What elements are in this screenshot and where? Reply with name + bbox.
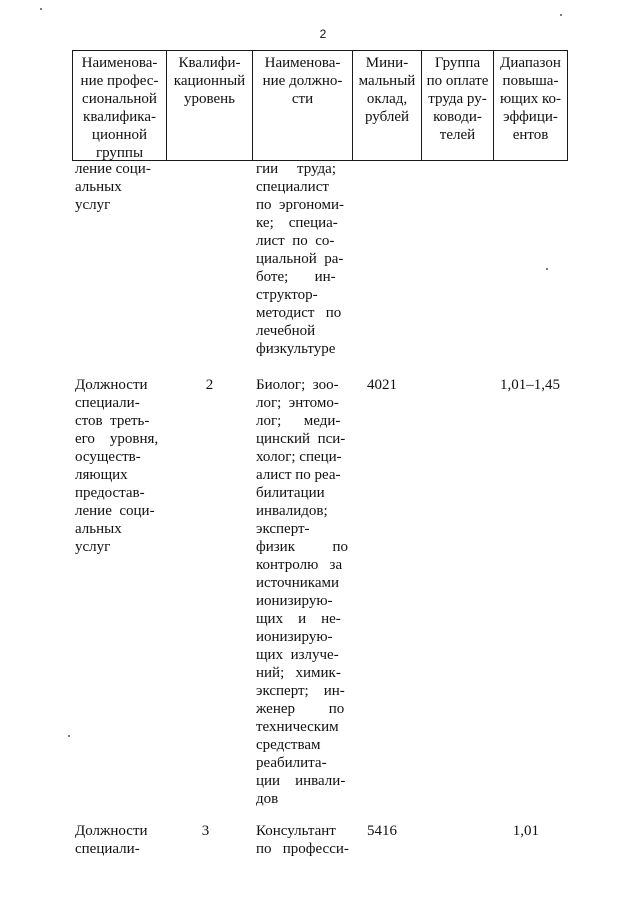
scan-speck (560, 14, 562, 16)
header-position-name: Наименова- ние должно- сти (262, 55, 343, 107)
cell-group: Должности специали- стов треть- его уровня, осуществ- ляющих предостав- ление соци- альных услуг (75, 377, 159, 555)
cell-positions: гии труда; специалист по эргономи- ке; специа- лист по со- циальной ра- боте; ин- структор- методист по лечебной физкультуре (256, 161, 345, 357)
page-number: 2 (319, 27, 327, 41)
header-coefficient-range: Диапазон повыша- ющих ко- эффици- ентов (499, 55, 562, 143)
cell-positions: Биолог; зоо- лог; энтомо- лог; меди- цинский пси- холог; специ- алист по реа- билитации инвалидов; эксперт- физик по контролю за источниками ионизирую- щих и не- ионизирую- щих излуче- ний; химик- эксперт; ин- женер по техническим средствам реабилита- ции инвали- дов (256, 377, 349, 807)
cell-coefficient-range: 1,01–1,45 (500, 377, 560, 393)
cell-salary: 5416 (367, 823, 397, 839)
cell-group: Должности специали- (75, 823, 148, 857)
header-minimum-salary: Мини- мальный оклад, рублей (358, 55, 416, 125)
cell-salary: 4021 (367, 377, 397, 393)
cell-positions: Консультант по професси- (256, 823, 349, 857)
cell-level: 3 (201, 823, 210, 839)
cell-level: 2 (205, 377, 214, 393)
scan-speck (546, 268, 548, 270)
cell-coefficient-range: 1,01 (512, 823, 539, 839)
header-qualification-group: Наименова- ние профес- сиональной квалифика- ционной группы (80, 55, 159, 161)
header-management-pay-group: Группа по оплате труда ру- ководи- телей (426, 55, 489, 143)
cell-group: ление соци- альных услуг (75, 161, 151, 213)
header-qualification-level: Квалифи- кационный уровень (173, 55, 246, 107)
scan-speck (40, 8, 42, 10)
scan-speck (68, 735, 70, 737)
